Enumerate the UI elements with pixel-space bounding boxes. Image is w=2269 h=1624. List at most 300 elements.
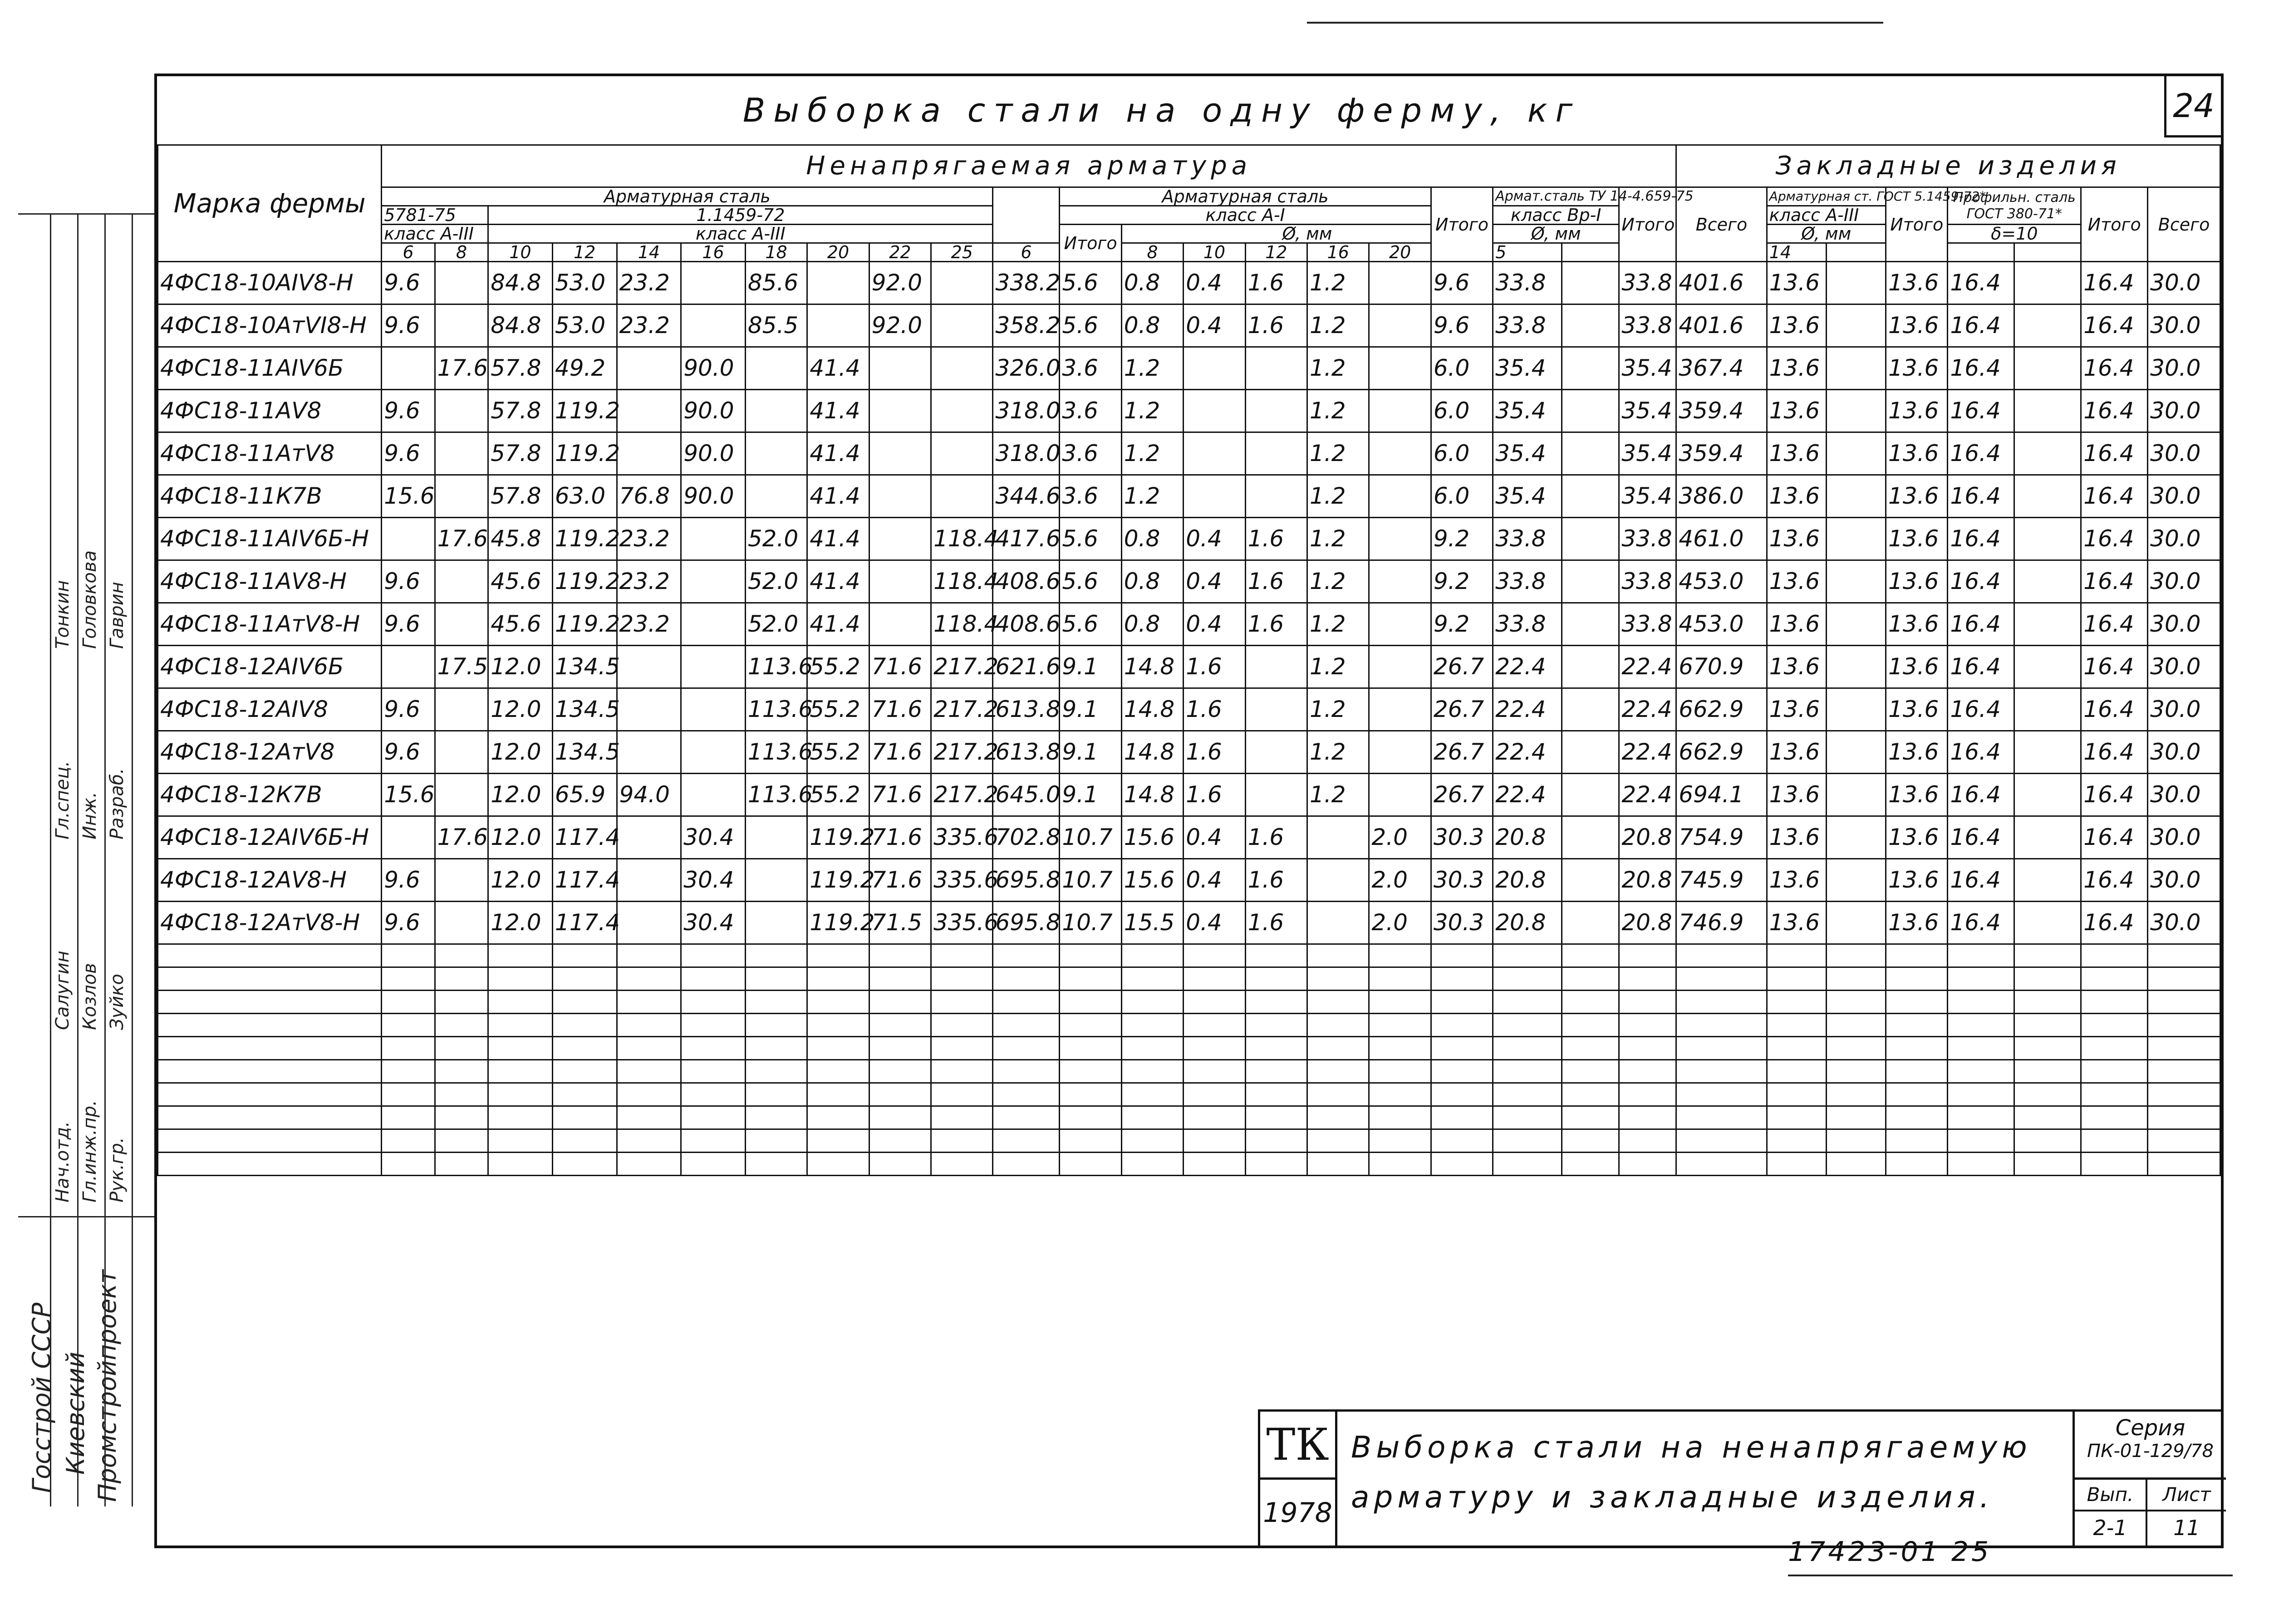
stamp-name-3: Зуйко [107,974,128,1030]
value-cell: 30.0 [2148,560,2220,603]
value-cell: 134.5 [552,688,617,731]
value-cell: 1.6 [1245,560,1307,603]
value-cell: 0.8 [1121,304,1183,347]
value-cell [617,816,681,859]
value-cell: 16.4 [1948,518,2014,560]
value-cell: 90.0 [681,475,746,518]
value-cell: 746.9 [1676,902,1767,944]
empty-row [158,1060,2220,1083]
value-cell: 33.8 [1619,603,1676,646]
value-cell: 1.2 [1307,262,1369,304]
emb-class: класс A-III [1767,206,1886,225]
value-cell: 90.0 [681,390,746,432]
stamp-role-2: Гл.инж.пр. [79,1100,100,1202]
value-cell [931,475,993,518]
value-cell: 16.4 [1948,390,2014,432]
value-cell: 55.2 [807,774,869,816]
value-cell: 13.6 [1886,902,1948,944]
value-cell: 15.6 [382,774,435,816]
value-cell: 13.6 [1767,603,1826,646]
value-cell: 16.4 [2081,731,2148,774]
description-line2: арматуру и закладные изделия. [1351,1480,1994,1515]
value-cell: 9.6 [1431,262,1493,304]
value-cell: 30.0 [2148,304,2220,347]
value-cell [1826,347,1886,390]
value-cell [1245,731,1307,774]
truss-mark-cell: 4ФС18-12АтV8-Н [158,902,382,944]
truss-mark-cell: 4ФС18-12АV8-Н [158,859,382,902]
value-cell: 13.6 [1886,859,1948,902]
value-cell [681,518,746,560]
value-cell: 35.4 [1619,432,1676,475]
value-cell [745,859,807,902]
value-cell: 621.6 [993,646,1060,688]
value-cell: 52.0 [745,603,807,646]
value-cell: 13.6 [1886,603,1948,646]
value-cell [869,603,931,646]
value-cell: 33.8 [1619,304,1676,347]
value-cell [2014,859,2081,902]
table-row [158,816,2220,859]
value-cell: 16.4 [2081,603,2148,646]
wire-dia: Ø, мм [1493,225,1619,243]
value-cell: 1.2 [1307,347,1369,390]
value-cell: 30.4 [681,902,746,944]
value-cell: 35.4 [1493,347,1562,390]
value-cell: 41.4 [807,432,869,475]
value-cell: 1.6 [1245,262,1307,304]
value-cell [931,347,993,390]
table-row [158,688,2220,731]
value-cell: 13.6 [1886,646,1948,688]
value-cell: 20.8 [1493,859,1562,902]
value-cell [681,774,746,816]
value-cell [1826,731,1886,774]
rebar-b-class: класс A-I [1060,206,1431,225]
value-cell [435,390,488,432]
value-cell [1307,816,1369,859]
value-cell [1245,646,1307,688]
value-cell [1562,774,1619,816]
value-cell: 30.3 [1431,859,1493,902]
value-cell: 13.6 [1767,347,1826,390]
value-cell: 16.4 [2081,347,2148,390]
value-cell: 335.6 [931,902,993,944]
value-cell [1562,603,1619,646]
dia-b-2: 10 [1184,243,1245,262]
value-cell [2014,475,2081,518]
value-cell: 113.6 [745,688,807,731]
value-cell: 55.2 [807,731,869,774]
value-cell: 1.2 [1307,774,1369,816]
value-cell: 9.6 [382,688,435,731]
value-cell: 13.6 [1767,560,1826,603]
value-cell [1369,432,1431,475]
value-cell: 16.4 [1948,731,2014,774]
value-cell [2014,304,2081,347]
empty-row [158,1153,2220,1176]
value-cell: 9.6 [382,603,435,646]
value-cell [1369,262,1431,304]
value-cell: 22.4 [1493,774,1562,816]
value-cell: 16.4 [2081,432,2148,475]
value-cell: 0.8 [1121,560,1183,603]
value-cell [745,816,807,859]
value-cell: 30.4 [681,859,746,902]
dia-b-4: 16 [1307,243,1369,262]
value-cell: 134.5 [552,646,617,688]
value-cell [617,731,681,774]
value-cell: 119.2 [552,390,617,432]
value-cell [1826,816,1886,859]
value-cell [1826,518,1886,560]
value-cell: 359.4 [1676,390,1767,432]
value-cell: 33.8 [1619,560,1676,603]
value-cell: 33.8 [1619,518,1676,560]
value-cell [1562,859,1619,902]
value-cell: 35.4 [1619,475,1676,518]
value-cell: 33.8 [1493,304,1562,347]
truss-mark-cell: 4ФС18-11АтV8-Н [158,603,382,646]
value-cell: 0.8 [1121,603,1183,646]
value-cell: 71.6 [869,646,931,688]
value-cell: 26.7 [1431,731,1493,774]
value-cell: 417.6 [993,518,1060,560]
value-cell: 84.8 [488,304,553,347]
value-cell: 9.6 [382,902,435,944]
value-cell: 16.4 [1948,262,2014,304]
value-cell: 16.4 [2081,390,2148,432]
value-cell [2014,432,2081,475]
value-cell [2014,902,2081,944]
value-cell: 71.6 [869,731,931,774]
stamp-org1: Госстрой СССР [27,1302,56,1493]
value-cell: 1.6 [1184,731,1245,774]
value-cell: 1.6 [1184,646,1245,688]
truss-mark-cell: 4ФС18-11АIV6Б-Н [158,518,382,560]
value-cell: 217.2 [931,688,993,731]
value-cell: 16.4 [1948,432,2014,475]
stamp-name-6: Гаврин [107,582,128,649]
value-cell: 23.2 [617,262,681,304]
table-row [158,390,2220,432]
stamp-role-4: Гл.спец. [52,760,73,839]
value-cell [1562,304,1619,347]
value-cell: 3.6 [1060,432,1121,475]
value-cell [382,347,435,390]
dia-a2-1: 12 [552,243,617,262]
value-cell [1826,859,1886,902]
value-cell [1826,688,1886,731]
value-cell: 1.6 [1245,518,1307,560]
value-cell: 9.6 [382,560,435,603]
value-cell: 41.4 [807,390,869,432]
value-cell [681,731,746,774]
emb-dia: Ø, мм [1767,225,1886,243]
value-cell: 13.6 [1767,475,1826,518]
value-cell: 318.0 [993,390,1060,432]
value-cell: 17.6 [435,518,488,560]
value-cell: 3.6 [1060,475,1121,518]
value-cell: 20.8 [1619,859,1676,902]
value-cell [2014,347,2081,390]
value-cell: 1.2 [1307,731,1369,774]
value-cell: 16.4 [2081,902,2148,944]
stamp-role-3: Рук.гр. [107,1137,128,1202]
stamp-role-1: Нач.отд. [52,1121,73,1202]
value-cell [382,518,435,560]
dia-b-0: 6 [993,243,1060,262]
value-cell: 119.2 [552,560,617,603]
value-cell [1369,390,1431,432]
value-cell: 119.2 [552,518,617,560]
value-cell [1826,774,1886,816]
year: 1978 [1260,1480,1337,1545]
value-cell: 22.4 [1619,688,1676,731]
stamp-name-2: Козлов [79,963,100,1030]
value-cell: 13.6 [1886,304,1948,347]
table-row [158,731,2220,774]
value-cell: 16.4 [1948,304,2014,347]
value-cell [1369,688,1431,731]
value-cell: 1.2 [1307,688,1369,731]
stamp-name-5: Головкова [79,550,100,649]
value-cell: 16.4 [2081,262,2148,304]
table-row [158,560,2220,603]
value-cell: 15.6 [382,475,435,518]
steel-table [157,144,2221,1176]
value-cell: 1.2 [1121,475,1183,518]
value-cell [435,475,488,518]
table-body [158,262,2220,1176]
value-cell: 408.6 [993,560,1060,603]
value-cell [1562,518,1619,560]
value-cell: 326.0 [993,347,1060,390]
value-cell: 13.6 [1767,731,1826,774]
value-cell [435,432,488,475]
value-cell: 57.8 [488,432,553,475]
vsego-1-header: Всего [1676,187,1767,262]
value-cell: 13.6 [1767,688,1826,731]
table-row [158,518,2220,560]
value-cell [435,262,488,304]
value-cell: 745.9 [1676,859,1767,902]
value-cell: 30.0 [2148,262,2220,304]
value-cell: 344.6 [993,475,1060,518]
value-cell: 702.8 [993,816,1060,859]
value-cell: 16.4 [2081,518,2148,560]
value-cell: 9.1 [1060,688,1121,731]
value-cell: 16.4 [1948,902,2014,944]
value-cell: 30.0 [2148,603,2220,646]
value-cell [2014,688,2081,731]
value-cell: 14.8 [1121,646,1183,688]
value-cell [617,859,681,902]
value-cell: 0.8 [1121,262,1183,304]
value-cell: 318.0 [993,432,1060,475]
value-cell: 12.0 [488,774,553,816]
value-cell [617,902,681,944]
value-cell [869,390,931,432]
value-cell: 30.0 [2148,518,2220,560]
value-cell: 16.4 [1948,603,2014,646]
value-cell: 13.6 [1767,304,1826,347]
value-cell: 30.0 [2148,859,2220,902]
value-cell: 9.2 [1431,560,1493,603]
value-cell: 0.4 [1184,560,1245,603]
value-cell: 13.6 [1886,518,1948,560]
col-mark-header: Марка фермы [158,145,382,262]
value-cell: 17.6 [435,347,488,390]
value-cell: 13.6 [1767,902,1826,944]
value-cell: 2.0 [1369,902,1431,944]
value-cell: 23.2 [617,304,681,347]
tk-mark: ТК [1260,1412,1337,1480]
value-cell: 335.6 [931,859,993,902]
value-cell: 1.2 [1307,432,1369,475]
value-cell: 22.4 [1493,688,1562,731]
value-cell [435,688,488,731]
dia-a2-3: 16 [681,243,746,262]
value-cell: 33.8 [1619,262,1676,304]
rebar-a-class1: класс A-III [382,225,488,243]
truss-mark-cell: 4ФС18-11АтV8 [158,432,382,475]
truss-mark-cell: 4ФС18-11АV8-Н [158,560,382,603]
value-cell: 9.1 [1060,731,1121,774]
value-cell [435,560,488,603]
dia-a1-1: 8 [435,243,488,262]
value-cell [435,304,488,347]
value-cell: 16.4 [2081,646,2148,688]
value-cell: 1.2 [1307,475,1369,518]
value-cell: 13.6 [1767,432,1826,475]
truss-mark-cell: 4ФС18-11АIV6Б [158,347,382,390]
stamp-name-1: Салугин [52,951,73,1030]
value-cell [617,390,681,432]
value-cell: 3.6 [1060,390,1121,432]
value-cell: 33.8 [1493,262,1562,304]
value-cell: 1.6 [1184,774,1245,816]
value-cell: 33.8 [1493,603,1562,646]
value-cell: 117.4 [552,816,617,859]
issue-label: Вып. [2075,1480,2146,1511]
value-cell: 41.4 [807,347,869,390]
value-cell [435,859,488,902]
value-cell [1826,560,1886,603]
value-cell: 0.4 [1184,859,1245,902]
value-cell: 613.8 [993,731,1060,774]
value-cell [869,475,931,518]
value-cell: 119.2 [807,816,869,859]
value-cell: 335.6 [931,816,993,859]
empty-row [158,1106,2220,1129]
value-cell: 613.8 [993,688,1060,731]
value-cell [1245,347,1307,390]
value-cell: 1.2 [1121,432,1183,475]
stamp-org2: Киевский [61,1352,90,1475]
value-cell: 2.0 [1369,859,1431,902]
page-number: 25 [1951,1536,1992,1568]
value-cell: 13.6 [1767,816,1826,859]
value-cell: 9.6 [382,262,435,304]
value-cell: 92.0 [869,262,931,304]
value-cell: 35.4 [1619,390,1676,432]
value-cell [382,646,435,688]
value-cell: 5.6 [1060,560,1121,603]
value-cell: 9.6 [382,859,435,902]
dia-a2-6: 22 [869,243,931,262]
wire-class: класс Вр-I [1493,206,1619,225]
value-cell [382,816,435,859]
value-cell [1562,560,1619,603]
dia-a2-0: 10 [488,243,553,262]
value-cell [1826,262,1886,304]
sheet-title: Выборка стали на одну ферму, кг [742,91,1581,129]
value-cell: 401.6 [1676,304,1767,347]
dia-a2-4: 18 [745,243,807,262]
value-cell: 5.6 [1060,603,1121,646]
value-cell [1562,390,1619,432]
value-cell [1369,518,1431,560]
value-cell [617,347,681,390]
value-cell: 55.2 [807,688,869,731]
value-cell: 71.5 [869,902,931,944]
description-line1: Выборка стали на ненапрягаемую [1351,1430,2032,1465]
value-cell: 695.8 [993,859,1060,902]
truss-mark-cell: 4ФС18-12АIV6Б [158,646,382,688]
value-cell: 20.8 [1493,816,1562,859]
value-cell: 1.2 [1307,646,1369,688]
value-cell: 22.4 [1493,646,1562,688]
value-cell [2014,731,2081,774]
sheet-label: Лист [2147,1480,2226,1511]
value-cell: 71.6 [869,774,931,816]
value-cell [1826,390,1886,432]
value-cell: 26.7 [1431,774,1493,816]
sheet-value: 11 [2173,1516,2200,1540]
value-cell: 30.0 [2148,688,2220,731]
value-cell: 16.4 [2081,688,2148,731]
value-cell [745,432,807,475]
value-cell: 30.3 [1431,902,1493,944]
value-cell: 0.4 [1184,262,1245,304]
value-cell [1826,902,1886,944]
value-cell: 9.2 [1431,518,1493,560]
value-cell: 1.2 [1121,390,1183,432]
value-cell: 1.2 [1307,390,1369,432]
value-cell [435,774,488,816]
rebar-a-std2: 1.1459-72 [488,206,993,225]
value-cell: 16.4 [1948,688,2014,731]
value-cell [1245,688,1307,731]
top-rule [1307,22,1883,24]
emb-rebar-header: Арматурная ст. ГОСТ 5.1459-72* [1767,187,1886,206]
value-cell [807,304,869,347]
value-cell [745,347,807,390]
value-cell: 16.4 [1948,859,2014,902]
value-cell: 35.4 [1619,347,1676,390]
value-cell [931,304,993,347]
value-cell [2014,816,2081,859]
value-cell: 65.9 [552,774,617,816]
value-cell: 23.2 [617,603,681,646]
value-cell: 30.3 [1431,816,1493,859]
value-cell [681,603,746,646]
value-cell: 13.6 [1886,390,1948,432]
value-cell: 461.0 [1676,518,1767,560]
value-cell: 30.0 [2148,731,2220,774]
value-cell: 13.6 [1767,646,1826,688]
